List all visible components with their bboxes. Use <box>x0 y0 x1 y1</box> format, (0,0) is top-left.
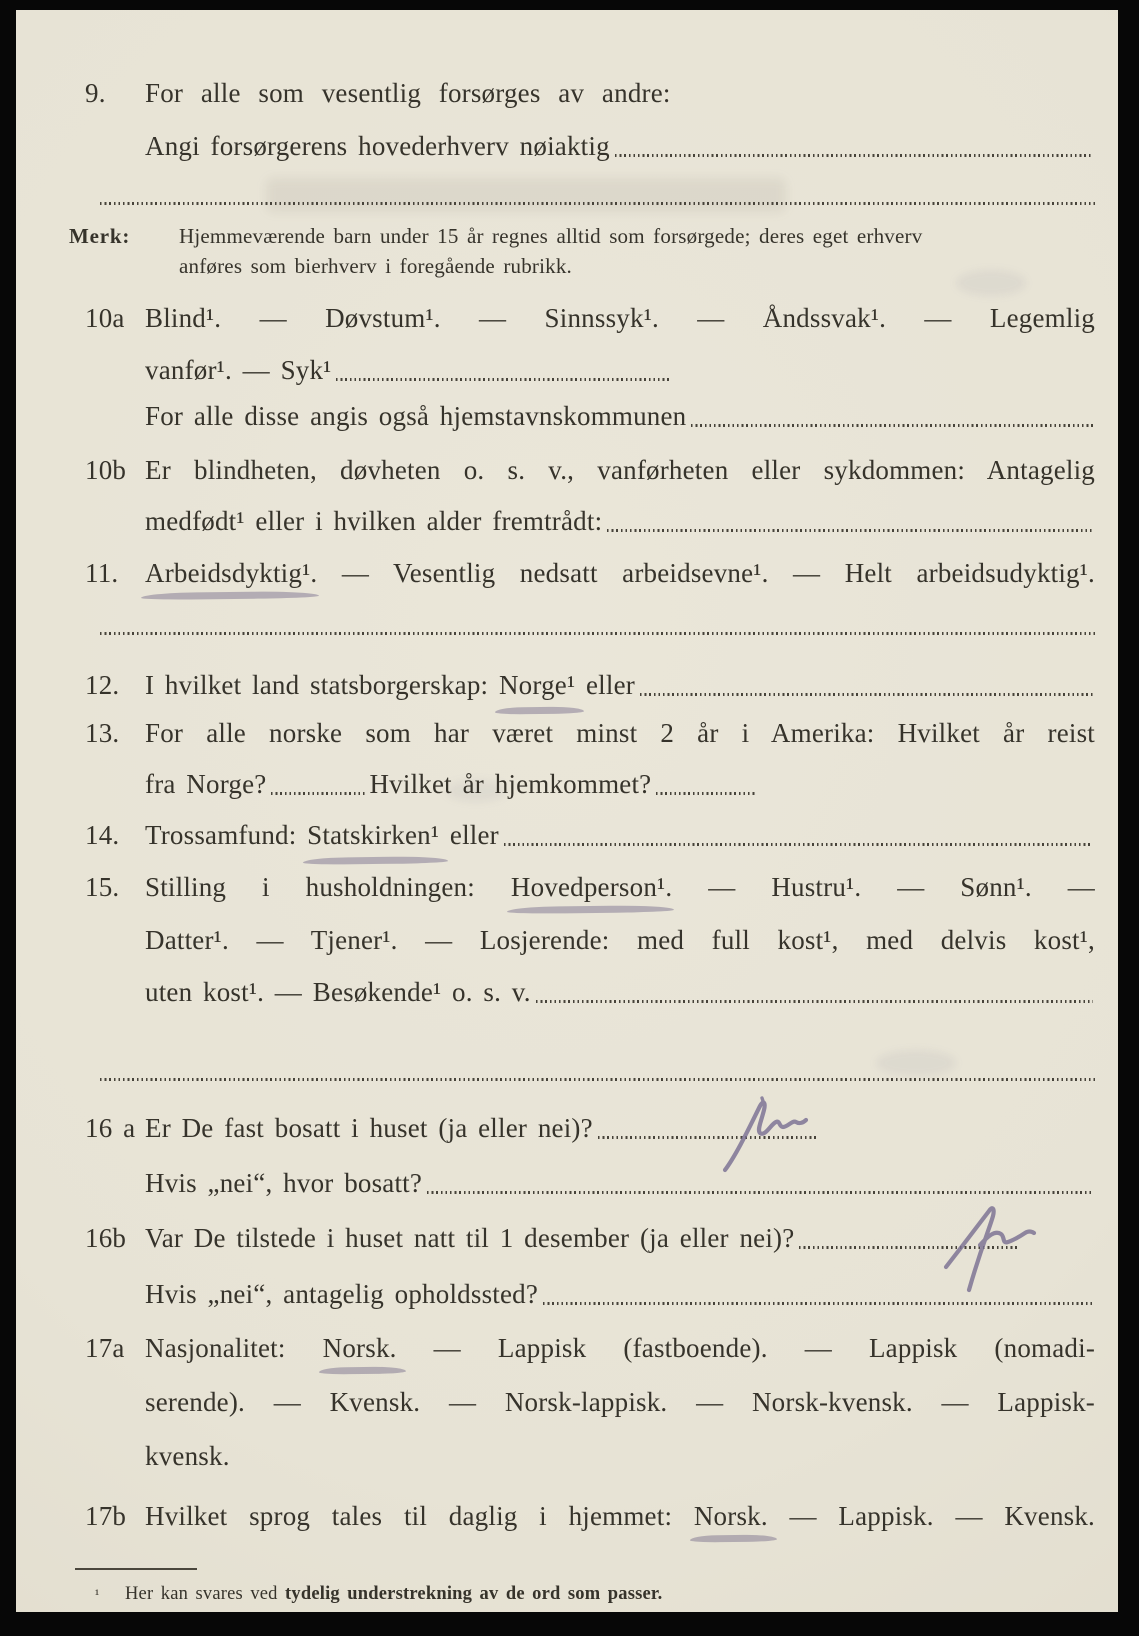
question-text: Datter¹. — Tjener¹. — Losjerende: med full kost¹, med delvis kost¹, <box>145 925 1095 955</box>
question-16a-line-2 <box>145 1165 1095 1201</box>
question-number: 13. <box>85 718 120 748</box>
bleedthrough-artifact <box>266 178 786 212</box>
question-15-line-3 <box>145 974 1095 1010</box>
smudge <box>876 1050 956 1076</box>
question-text: eller <box>575 670 635 700</box>
question-text: Hvilket år hjemkommet? <box>369 769 652 799</box>
question-text: medfødt¹ eller i hvilken alder fremtrådt: <box>145 506 603 536</box>
pencil-underlined-word: Norsk. <box>693 1501 768 1531</box>
dotted-answer-line <box>427 1191 1093 1194</box>
question-number: 15. <box>85 872 120 902</box>
pencil-underlined-word: Hovedperson¹ <box>510 872 666 902</box>
question-10b-line-1 <box>85 452 1095 488</box>
question-text: Blind¹. — Døvstum¹. — Sinnssyk¹. — Åndssvak¹. — Legemlig <box>145 303 1095 333</box>
dotted-answer-line <box>536 1000 1093 1003</box>
dotted-separator <box>100 202 1095 205</box>
question-text: vanfør¹. — Syk¹ <box>145 355 332 385</box>
dotted-answer-line <box>607 529 1093 532</box>
dotted-answer-line <box>336 378 671 381</box>
dotted-separator <box>100 1078 1095 1081</box>
dotted-answer-line <box>615 154 1093 157</box>
note-line-1 <box>69 222 1095 251</box>
question-number: 17a <box>85 1333 125 1363</box>
question-text: Trossamfund: <box>145 820 308 850</box>
question-number: 16 a <box>85 1113 136 1143</box>
question-9-line-2 <box>145 128 1095 164</box>
question-text: serende). — Kvensk. — Norsk-lappisk. — Norsk-kvensk. — Lappisk- <box>145 1387 1095 1417</box>
question-text: — Lappisk. — Kvensk. <box>767 1501 1095 1531</box>
question-text: kvensk. <box>145 1441 230 1471</box>
question-text: For alle disse angis også hjemstavnskommunen <box>145 401 687 431</box>
question-13-line-1 <box>85 715 1095 751</box>
paper-sheet <box>16 10 1118 1612</box>
question-text: Hvis „nei“, hvor bosatt? <box>145 1168 423 1198</box>
pencil-underlined-word: Norsk. <box>322 1333 397 1363</box>
question-14 <box>85 817 1095 853</box>
footnote <box>95 1582 1085 1608</box>
question-17a-line-1 <box>85 1330 1095 1366</box>
question-text: fra Norge? <box>145 769 267 799</box>
dotted-answer-line <box>691 424 1093 427</box>
question-text: . — Hustru¹. — Sønn¹. — <box>665 872 1095 902</box>
question-text: Er De fast bosatt i huset (ja eller nei)? <box>145 1113 593 1143</box>
question-text: eller <box>439 820 499 850</box>
question-9-line-1 <box>85 75 1095 111</box>
question-number: 10a <box>85 303 125 333</box>
question-text: Var De tilstede i huset natt til 1 desember (ja eller nei)? <box>145 1223 795 1253</box>
note-label: Merk: <box>69 224 131 248</box>
question-text: Angi forsørgerens hovederhverv nøiaktig <box>145 131 610 161</box>
question-text: Stilling i husholdningen: <box>145 872 511 902</box>
question-text: Hvis „nei“, antagelig opholdssted? <box>145 1279 539 1309</box>
question-text: Er blindheten, døvheten o. s. v., vanførheten eller sykdommen: Antagelig <box>145 455 1095 485</box>
question-17a-line-2 <box>145 1384 1095 1420</box>
question-17a-line-3 <box>145 1438 1095 1474</box>
pencil-underlined-word: Norge¹ <box>499 667 575 703</box>
question-text: . — Vesentlig nedsatt arbeidsevne¹. — Helt arbeidsudyktig¹. <box>310 558 1095 588</box>
question-number: 16b <box>85 1223 127 1253</box>
footnote-text-bold: tydelig understrekning av de ord som passer. <box>285 1584 663 1604</box>
footnote-marker: ¹ <box>95 1588 100 1603</box>
question-15-line-2 <box>145 922 1095 958</box>
footnote-rule <box>75 1568 197 1570</box>
dotted-answer-line <box>543 1302 1093 1305</box>
question-text <box>145 555 1095 591</box>
question-16b-line-1 <box>85 1220 1021 1256</box>
note-text: anføres som bierhverv i foregående rubrikk. <box>179 254 572 278</box>
question-16a-line-1 <box>85 1110 821 1146</box>
note-line-2 <box>179 252 1095 281</box>
question-10a-line-1 <box>85 300 1095 336</box>
question-number: 17b <box>85 1501 127 1531</box>
question-text: I hvilket land statsborgerskap: <box>145 670 499 700</box>
question-number: 10b <box>85 455 127 485</box>
question-15-line-1 <box>85 869 1095 905</box>
question-number: 11. <box>85 558 119 588</box>
question-10a-line-3 <box>145 398 1095 434</box>
question-text: For alle som vesentlig forsørges av andre: <box>145 78 671 108</box>
question-number: 12. <box>85 670 120 700</box>
dotted-answer-line <box>504 843 1093 846</box>
question-number: 9. <box>85 78 106 108</box>
pencil-underlined-word: Arbeidsdyktig¹ <box>145 558 311 588</box>
question-17b <box>85 1498 1095 1534</box>
note-text: Hjemmeværende barn under 15 år regnes alltid som forsørgede; deres eget erhverv <box>179 224 923 248</box>
question-text: Nasjonalitet: <box>145 1333 323 1363</box>
question-number: 14. <box>85 820 120 850</box>
question-10a-line-2 <box>145 352 673 388</box>
question-10b-line-2 <box>145 503 1095 539</box>
dotted-answer-line <box>271 792 367 795</box>
question-text: For alle norske som har været minst 2 år i Amerika: Hvilket år reist <box>145 718 1095 748</box>
footnote-text: Her kan svares ved <box>125 1584 286 1604</box>
question-16b-line-2 <box>145 1276 1095 1312</box>
question-12 <box>85 667 1095 703</box>
question-13-line-2 <box>145 766 757 802</box>
question-text: — Lappisk (fastboende). — Lappisk (nomadi- <box>396 1333 1096 1363</box>
dotted-separator <box>100 632 1095 635</box>
question-11 <box>85 555 1095 591</box>
pencil-underlined-word: Statskirken¹ <box>307 817 439 853</box>
dotted-answer-line <box>656 792 755 795</box>
dotted-answer-line <box>640 693 1093 696</box>
question-text: uten kost¹. — Besøkende¹ o. s. v. <box>145 977 531 1007</box>
question-text: Hvilket sprog tales til daglig i hjemmet: <box>145 1501 694 1531</box>
